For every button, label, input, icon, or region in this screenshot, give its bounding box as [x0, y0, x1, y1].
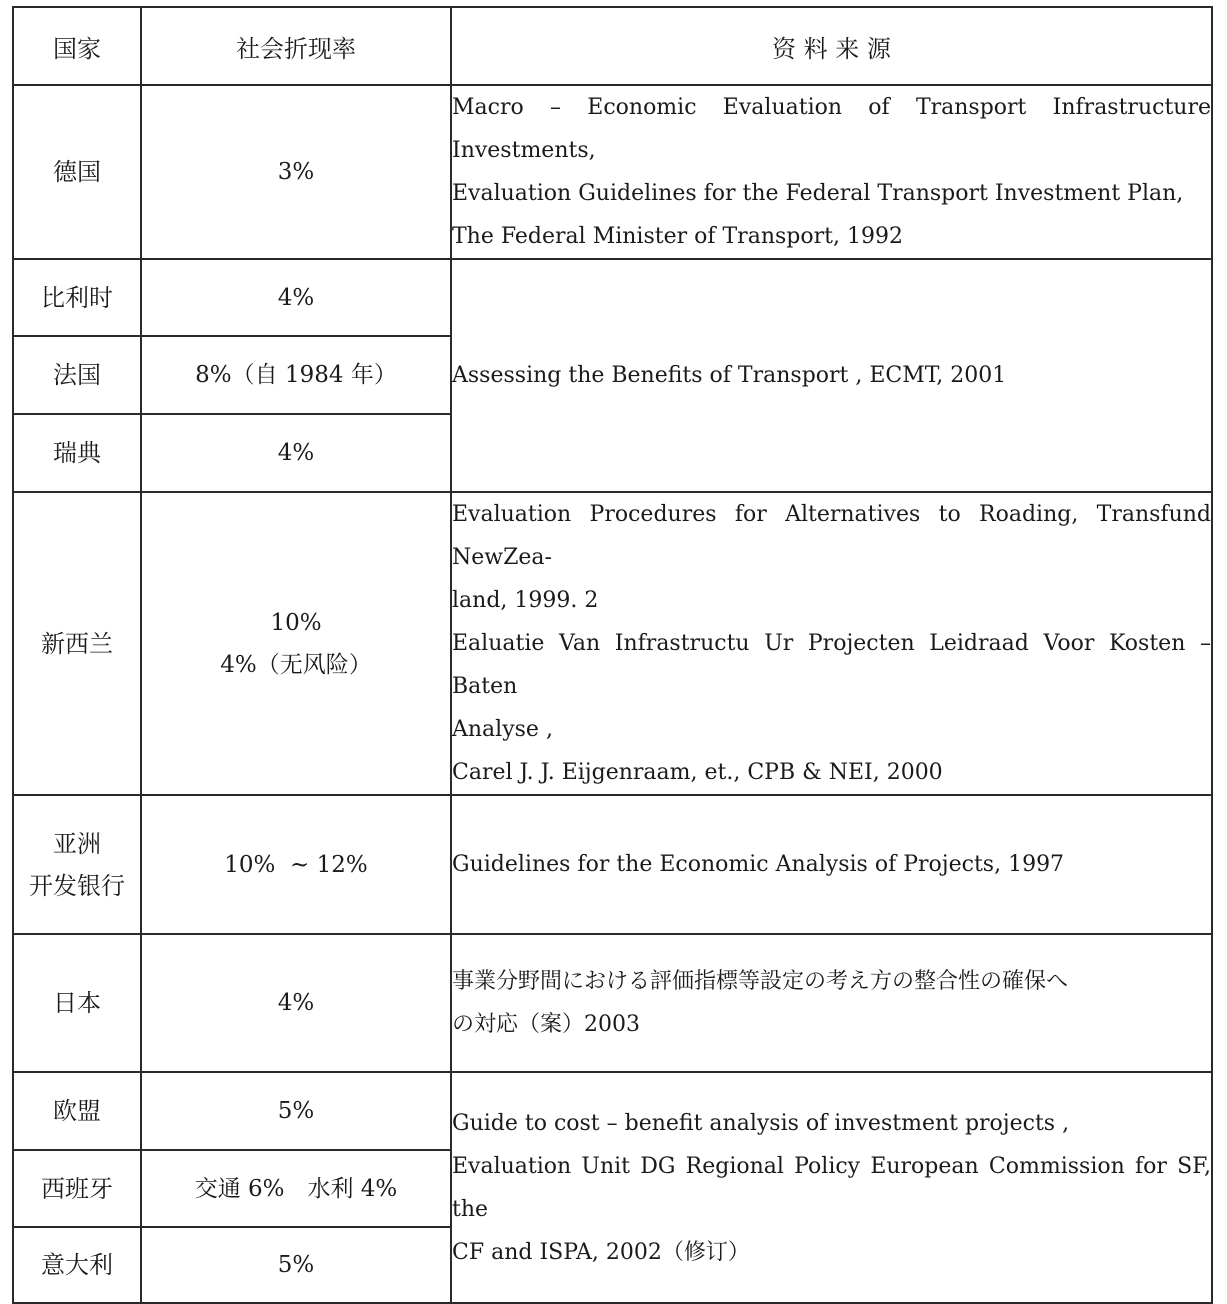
table-row-adb: [13, 795, 1212, 934]
table-row-germany: [13, 85, 1212, 259]
source-line: Ealuatie Van Infrastructu Ur Projecten Leidraad Voor Kosten – Baten: [452, 631, 1211, 699]
country-belgium: 比利时: [13, 259, 141, 336]
source-group-2: [451, 1072, 1212, 1303]
source-line: Guidelines for the Economic Analysis of Projects, 1997: [452, 852, 1065, 877]
rate-belgium: 4%: [141, 259, 451, 336]
rate-new-zealand: [141, 492, 451, 795]
country-line: 开发银行: [29, 871, 125, 900]
source-line: CF and ISPA, 2002（修订）: [452, 1239, 750, 1265]
source-line: の対応（案）2003: [452, 1012, 640, 1037]
rate-sweden: 4%: [141, 414, 451, 492]
source-line: Assessing the Benefits of Transport , ECMT, 2001: [452, 363, 1007, 388]
country-germany: 德国: [13, 85, 141, 259]
source-new-zealand: [451, 492, 1212, 795]
source-line: land, 1999. 2: [452, 588, 599, 613]
country-italy: 意大利: [13, 1227, 141, 1303]
country-france: 法国: [13, 336, 141, 414]
rate-japan: 4%: [141, 934, 451, 1072]
source-japan: [451, 934, 1212, 1072]
rate-eu: 5%: [141, 1072, 451, 1150]
table-row-new-zealand: [13, 492, 1212, 795]
source-germany: [451, 85, 1212, 259]
country-eu: 欧盟: [13, 1072, 141, 1150]
source-group-1: [451, 259, 1212, 492]
rate-germany: 3%: [141, 85, 451, 259]
table-row-belgium: [13, 259, 1212, 336]
country-adb: [13, 795, 141, 934]
source-adb: [451, 795, 1212, 934]
header-source: 资 料 来 源: [451, 7, 1212, 85]
country-new-zealand: 新西兰: [13, 492, 141, 795]
rate-line: 10%: [270, 609, 322, 636]
rate-france: 8%（自 1984 年）: [141, 336, 451, 414]
source-line: Analyse ,: [452, 717, 553, 742]
header-rate: 社会折现率: [141, 7, 451, 85]
header-country: 国家: [13, 7, 141, 85]
country-sweden: 瑞典: [13, 414, 141, 492]
source-line: 事業分野間における評価指標等設定の考え方の整合性の確保へ: [452, 969, 1069, 994]
rate-adb: 10% ~ 12%: [141, 795, 451, 934]
source-line: Guide to cost – benefit analysis of investment projects ,: [452, 1110, 1070, 1136]
country-line: 亚洲: [53, 829, 101, 858]
header-row: [13, 7, 1212, 85]
rate-italy: 5%: [141, 1227, 451, 1303]
source-line: Evaluation Procedures for Alternatives to Roading, Transfund NewZea-: [452, 502, 1211, 570]
table-row-eu: [13, 1072, 1212, 1150]
table-row-japan: [13, 934, 1212, 1072]
source-line: The Federal Minister of Transport, 1992: [452, 224, 903, 249]
source-line: Evaluation Guidelines for the Federal Transport Investment Plan,: [452, 181, 1184, 206]
discount-rate-table: [12, 6, 1213, 1304]
source-line: Carel J. J. Eijgenraam, et., CPB & NEI, 2000: [452, 760, 943, 785]
country-japan: 日本: [13, 934, 141, 1072]
rate-line: 4%（无风险）: [220, 651, 372, 678]
country-spain: 西班牙: [13, 1150, 141, 1227]
source-line: Macro – Economic Evaluation of Transport Infrastructure Investments,: [452, 95, 1211, 163]
rate-spain: 交通 6% 水利 4%: [141, 1150, 451, 1227]
source-line: Evaluation Unit DG Regional Policy European Commission for SF, the: [452, 1153, 1211, 1222]
